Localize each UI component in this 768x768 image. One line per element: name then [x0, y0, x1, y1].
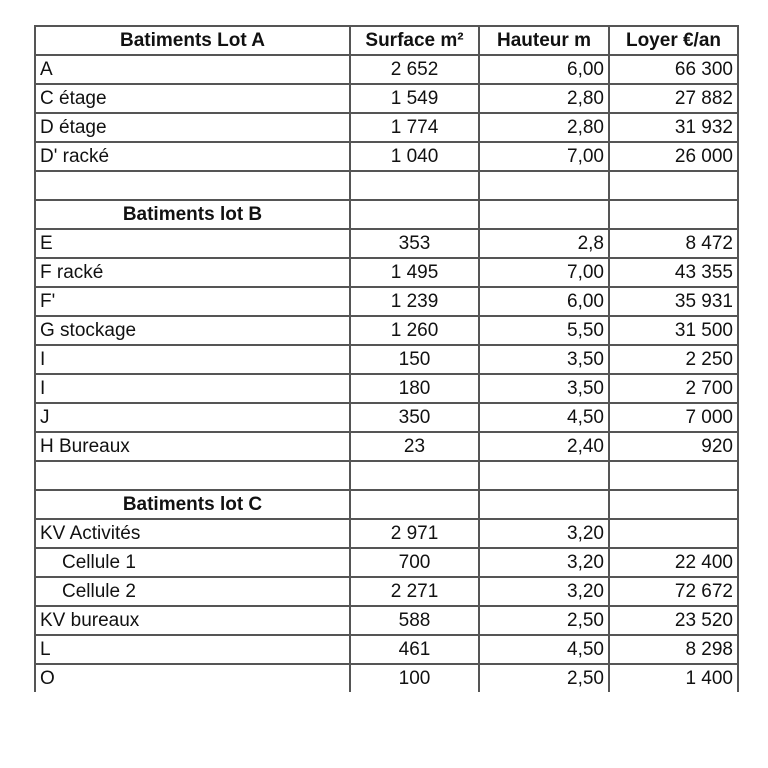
blank-cell — [350, 490, 479, 519]
hauteur-value: 2,80 — [479, 84, 609, 113]
blank-cell — [479, 490, 609, 519]
header-hauteur: Hauteur m — [479, 26, 609, 55]
table-row — [35, 113, 738, 142]
blank-cell — [609, 200, 738, 229]
building-name: E — [35, 229, 350, 258]
building-name: H Bureaux — [35, 432, 350, 461]
loyer-value: 2 700 — [609, 374, 738, 403]
table-row — [35, 519, 738, 548]
table-row — [35, 635, 738, 664]
hauteur-value: 6,00 — [479, 55, 609, 84]
blank-cell — [35, 461, 350, 490]
hauteur-value: 6,00 — [479, 287, 609, 316]
table-row — [35, 606, 738, 635]
building-name: D' racké — [35, 142, 350, 171]
loyer-value: 8 472 — [609, 229, 738, 258]
loyer-value: 35 931 — [609, 287, 738, 316]
building-name: O — [35, 664, 350, 692]
table-row — [35, 55, 738, 84]
hauteur-value: 3,20 — [479, 548, 609, 577]
section-row — [35, 490, 738, 519]
blank-cell — [350, 171, 479, 200]
blank-row — [35, 171, 738, 200]
building-name: J — [35, 403, 350, 432]
building-name: Cellule 1 — [35, 548, 350, 577]
surface-value: 1 239 — [350, 287, 479, 316]
header-lot-a: Batiments Lot A — [35, 26, 350, 55]
loyer-value: 8 298 — [609, 635, 738, 664]
surface-value: 23 — [350, 432, 479, 461]
blank-row — [35, 461, 738, 490]
loyer-value: 31 500 — [609, 316, 738, 345]
blank-cell — [350, 200, 479, 229]
table-row — [35, 316, 738, 345]
loyer-value: 27 882 — [609, 84, 738, 113]
surface-value: 1 495 — [350, 258, 479, 287]
loyer-value: 26 000 — [609, 142, 738, 171]
hauteur-value: 4,50 — [479, 635, 609, 664]
loyer-value: 2 250 — [609, 345, 738, 374]
building-name: Cellule 2 — [35, 577, 350, 606]
table-row — [35, 548, 738, 577]
hauteur-value: 2,80 — [479, 113, 609, 142]
blank-cell — [350, 461, 479, 490]
building-name: A — [35, 55, 350, 84]
loyer-value: 1 400 — [609, 664, 738, 692]
hauteur-value: 2,50 — [479, 664, 609, 692]
table-row — [35, 345, 738, 374]
buildings-table — [34, 25, 739, 692]
section-title-lot-c: Batiments lot C — [35, 490, 350, 519]
building-name: G stockage — [35, 316, 350, 345]
blank-cell — [609, 490, 738, 519]
building-name: C étage — [35, 84, 350, 113]
hauteur-value: 3,50 — [479, 374, 609, 403]
loyer-value: 66 300 — [609, 55, 738, 84]
surface-value: 180 — [350, 374, 479, 403]
loyer-value: 43 355 — [609, 258, 738, 287]
blank-cell — [35, 171, 350, 200]
surface-value: 1 260 — [350, 316, 479, 345]
surface-value: 2 652 — [350, 55, 479, 84]
table-row — [35, 403, 738, 432]
table-row — [35, 287, 738, 316]
header-surface: Surface m² — [350, 26, 479, 55]
table-row — [35, 142, 738, 171]
blank-cell — [609, 171, 738, 200]
table-row — [35, 229, 738, 258]
loyer-value — [609, 519, 738, 548]
surface-value: 700 — [350, 548, 479, 577]
surface-value: 2 971 — [350, 519, 479, 548]
building-name: D étage — [35, 113, 350, 142]
surface-value: 150 — [350, 345, 479, 374]
hauteur-value: 2,8 — [479, 229, 609, 258]
surface-value: 353 — [350, 229, 479, 258]
surface-value: 1 774 — [350, 113, 479, 142]
hauteur-value: 4,50 — [479, 403, 609, 432]
loyer-value: 72 672 — [609, 577, 738, 606]
surface-value: 461 — [350, 635, 479, 664]
hauteur-value: 2,40 — [479, 432, 609, 461]
loyer-value: 31 932 — [609, 113, 738, 142]
surface-value: 1 040 — [350, 142, 479, 171]
table-row — [35, 432, 738, 461]
hauteur-value: 3,50 — [479, 345, 609, 374]
building-name: KV Activités — [35, 519, 350, 548]
building-name: KV bureaux — [35, 606, 350, 635]
surface-value: 2 271 — [350, 577, 479, 606]
surface-value: 100 — [350, 664, 479, 692]
hauteur-value: 7,00 — [479, 258, 609, 287]
table-row — [35, 84, 738, 113]
building-name: F racké — [35, 258, 350, 287]
blank-cell — [479, 200, 609, 229]
loyer-value: 7 000 — [609, 403, 738, 432]
surface-value: 588 — [350, 606, 479, 635]
table-row — [35, 664, 738, 692]
loyer-value: 23 520 — [609, 606, 738, 635]
loyer-value: 920 — [609, 432, 738, 461]
section-title-lot-b: Batiments lot B — [35, 200, 350, 229]
hauteur-value: 2,50 — [479, 606, 609, 635]
section-row — [35, 200, 738, 229]
blank-cell — [609, 461, 738, 490]
loyer-value: 22 400 — [609, 548, 738, 577]
building-name: F' — [35, 287, 350, 316]
building-name: L — [35, 635, 350, 664]
hauteur-value: 5,50 — [479, 316, 609, 345]
blank-cell — [479, 171, 609, 200]
header-loyer: Loyer €/an — [609, 26, 738, 55]
hauteur-value: 7,00 — [479, 142, 609, 171]
building-name: I — [35, 374, 350, 403]
hauteur-value: 3,20 — [479, 519, 609, 548]
hauteur-value: 3,20 — [479, 577, 609, 606]
blank-cell — [479, 461, 609, 490]
table-row — [35, 577, 738, 606]
surface-value: 350 — [350, 403, 479, 432]
buildings-table-container — [34, 25, 737, 692]
surface-value: 1 549 — [350, 84, 479, 113]
table-row — [35, 258, 738, 287]
table-header-row — [35, 26, 738, 55]
table-row — [35, 374, 738, 403]
building-name: I — [35, 345, 350, 374]
